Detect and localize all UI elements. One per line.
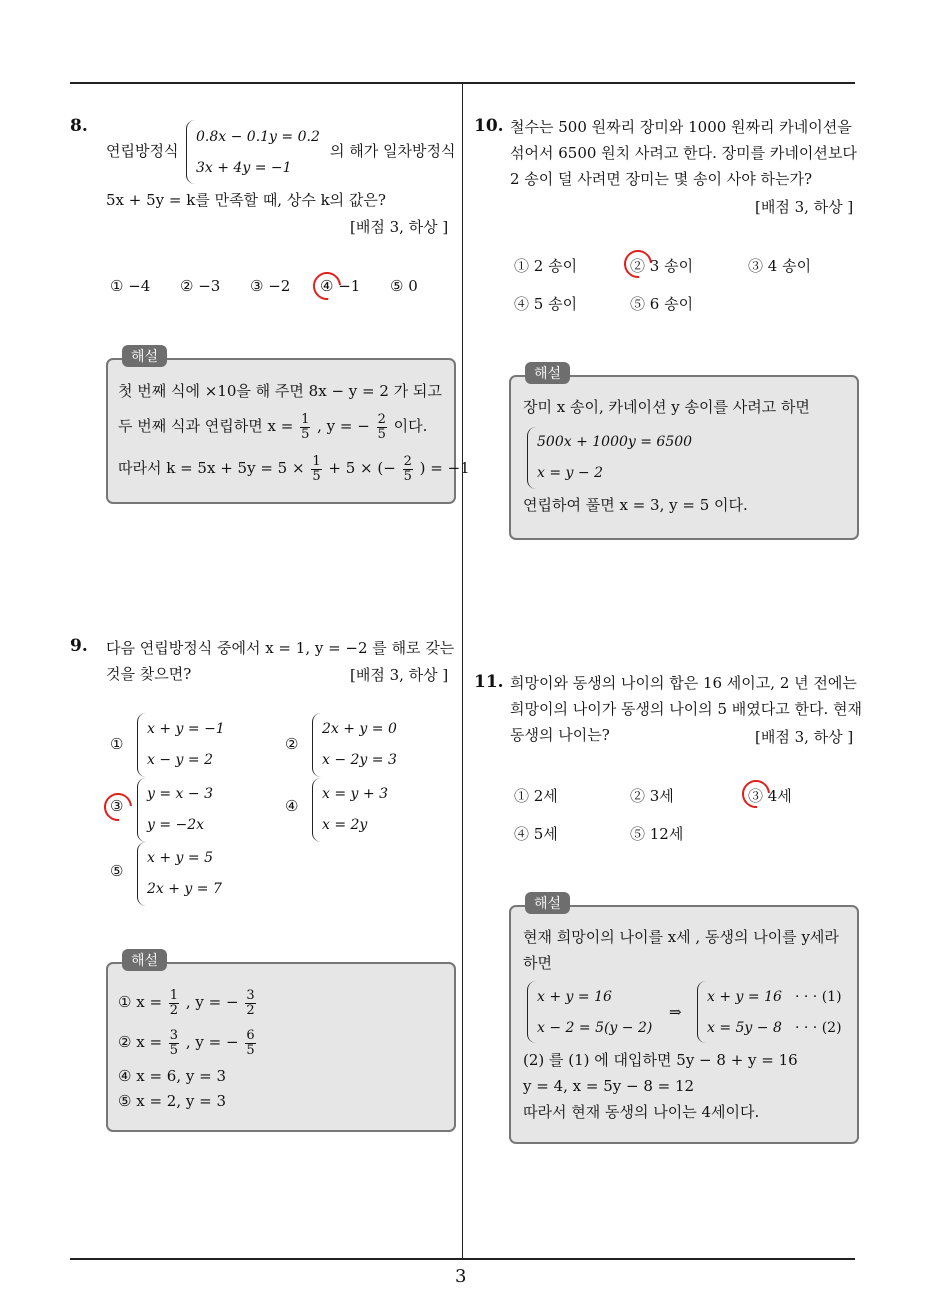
q9-sol-line2: ② x = $\frac{3}{5}$ , y = − $\frac{6}{5}$ (118, 1027, 255, 1058)
q9-c4-brace (312, 778, 321, 842)
q11-sol-tagB2: · · · (2) (795, 1020, 842, 1036)
q9-sol-frac-3: $\frac{3}{5}$ (169, 1027, 179, 1058)
q9-solution-tag: 해설 (122, 949, 167, 971)
q8-choice-5[interactable]: ⑤ 0 (390, 277, 418, 295)
q11-sol-brace-b (697, 981, 706, 1043)
q9-line1: 다음 연립방정식 중에서 x = 1, y = −2 를 해로 갖는 (106, 639, 455, 657)
q11-sol-line2: 하면 (523, 954, 552, 972)
q10-sol-line1: 장미 x 송이, 카네이션 y 송이를 사려고 하면 (523, 398, 810, 416)
q11-sol-line1: 현재 희망이의 나이를 x세 , 동생의 나이를 y세라 (523, 928, 839, 946)
q9-c2-eq1: 2x + y = 0 (322, 721, 397, 737)
q9-c3-brace (137, 778, 146, 842)
q10-sol-eq1: 500x + 1000y = 6500 (537, 434, 693, 450)
q8-sol-line2-c: 이다. (393, 417, 428, 435)
q11-sol-tagB1: · · · (1) (795, 989, 842, 1005)
q9-choice-5[interactable]: ⑤ (110, 862, 124, 880)
q8-sol-frac-2: $\frac{2}{5}$ (377, 411, 386, 442)
q9-sol-frac-1: $\frac{1}{2}$ (169, 987, 179, 1018)
q11-sol-eqB1: x + y = 16 (707, 989, 782, 1005)
q10-sol-brace (527, 427, 536, 489)
q8-sol-line2-b: , y = − (317, 417, 370, 435)
q10-line1: 철수는 500 원짜리 장미와 1000 원짜리 카네이션을 (510, 118, 852, 136)
q9-solution-box (106, 953, 456, 1132)
q10-choice-2[interactable]: ② 3 송이 (630, 257, 694, 275)
q8-number: 8. (70, 116, 88, 136)
q11-sol-eqB2: x = 5y − 8 (707, 1020, 782, 1036)
q11-choice-3[interactable]: ③ 4세 (748, 787, 792, 805)
page-number: 3 (455, 1266, 467, 1287)
q8-sol-line1: 첫 번째 식에 ×10을 해 주면 8x − y = 2 가 되고 (118, 382, 442, 400)
q11-choice-4[interactable]: ④ 5세 (514, 825, 558, 843)
q9-c4-eq1: x = y + 3 (322, 786, 388, 802)
q8-choice-4[interactable]: ④ −1 (320, 277, 361, 295)
q9-sol-frac-4: $\frac{6}{5}$ (246, 1027, 255, 1058)
q9-c2-brace (312, 713, 321, 777)
q11-number: 11. (474, 672, 504, 692)
q9-score: [배점 3, 하상 ] (350, 666, 449, 684)
q11-choice-5[interactable]: ⑤ 12세 (630, 825, 684, 843)
q10-number: 10. (474, 116, 504, 136)
q9-choice-2[interactable]: ② (285, 735, 299, 753)
q11-sol-line5: 따라서 현재 동생의 나이는 4세이다. (523, 1103, 760, 1121)
q8-sol-frac-4: $\frac{2}{5}$ (403, 453, 412, 484)
q11-sol-line3: (2) 를 (1) 에 대입하면 5y − 8 + y = 16 (523, 1051, 798, 1069)
q8-solution-tag: 해설 (122, 345, 167, 367)
q11-line3: 동생의 나이는? (510, 726, 610, 744)
q10-sol-eq2: x = y − 2 (537, 465, 603, 481)
q8-sol-line2 (118, 408, 427, 444)
q9-answer-mark (98, 787, 137, 826)
q9-c4-eq2: x = 2y (322, 817, 368, 833)
q8-sol-frac-3: $\frac{1}{5}$ (312, 453, 321, 484)
q10-sol-line2: 연립하여 풀면 x = 3, y = 5 이다. (523, 496, 748, 514)
q8-score: [배점 3, 하상 ] (350, 218, 449, 236)
q8-sol-line3-b: + 5 × (− (328, 459, 396, 477)
q11-choice-2[interactable]: ② 3세 (630, 787, 674, 805)
q11-sol-eqA1: x + y = 16 (537, 989, 612, 1005)
q9-choice-4[interactable]: ④ (285, 797, 299, 815)
q8-answer-mark (307, 266, 346, 305)
q10-line3: 2 송이 덜 사려면 장미는 몇 송이 사야 하는가? (510, 170, 813, 188)
q9-number: 9. (70, 636, 88, 656)
q10-choice-3[interactable]: ③ 4 송이 (748, 257, 812, 275)
q10-answer-mark (618, 244, 657, 283)
q10-score: [배점 3, 하상 ] (755, 198, 854, 216)
q9-c3-eq2: y = −2x (147, 817, 205, 833)
q8-eq1: 0.8x − 0.1y = 0.2 (196, 129, 320, 145)
bottom-rule (70, 1258, 855, 1260)
q8-solution-box (106, 349, 470, 504)
q11-sol-line4: y = 4, x = 5y − 8 = 12 (523, 1077, 695, 1095)
q8-sol-line2-a: 두 번째 식과 연립하면 x = (118, 417, 294, 435)
q9-c1-eq2: x − y = 2 (147, 752, 213, 768)
q9-choice-1[interactable]: ① (110, 735, 124, 753)
q8-choice-1[interactable]: ① −4 (110, 277, 151, 295)
q11-score: [배점 3, 하상 ] (755, 728, 854, 746)
q11-line1: 희망이와 동생의 나이의 합은 16 세이고, 2 년 전에는 (510, 674, 857, 692)
q10-choice-1[interactable]: ① 2 송이 (514, 257, 578, 275)
q9-c1-eq1: x + y = −1 (147, 721, 225, 737)
q8-sol-line3-c: ) = −1 (419, 459, 470, 477)
q11-sol-eqA2: x − 2 = 5(y − 2) (537, 1020, 653, 1036)
q11-line2: 희망이의 나이가 동생의 나이의 5 배였다고 한다. 현재 (510, 700, 862, 718)
q10-solution-tag: 해설 (525, 362, 570, 384)
q8-choice-2[interactable]: ② −3 (180, 277, 221, 295)
q9-choice-3[interactable]: ③ (110, 797, 124, 815)
q9-c5-eq1: x + y = 5 (147, 850, 213, 866)
q10-choice-5[interactable]: ⑤ 6 송이 (630, 295, 694, 313)
q8-sol-line3-a: 따라서 k = 5x + 5y = 5 × (118, 459, 305, 477)
q9-c1-brace (137, 713, 146, 777)
q8-sol-line3 (118, 450, 470, 486)
q11-solution-tag: 해설 (525, 892, 570, 914)
q11-sol-brace-a (527, 981, 536, 1043)
q10-choice-4[interactable]: ④ 5 송이 (514, 295, 578, 313)
q8-sol-frac-1: $\frac{1}{5}$ (301, 411, 310, 442)
q8-choice-3[interactable]: ③ −2 (250, 277, 291, 295)
q8-brace (186, 120, 195, 184)
q11-answer-mark (736, 774, 775, 813)
q8-line2: 5x + 5y = k를 만족할 때, 상수 k의 값은? (106, 191, 386, 209)
q9-sol-line1: ① x = $\frac{1}{2}$ , y = − $\frac{3}{2}$ (118, 987, 255, 1018)
q11-solution-box (509, 896, 859, 1144)
q10-solution-box (509, 366, 859, 540)
q9-c3-eq1: y = x − 3 (147, 786, 213, 802)
q9-sol-line4: ④ x = 6, y = 3 (118, 1067, 226, 1085)
q9-c5-brace (137, 842, 146, 906)
q9-line2: 것을 찾으면? (106, 665, 192, 683)
q9-c5-eq2: 2x + y = 7 (147, 881, 222, 897)
q9-sol-frac-2: $\frac{3}{2}$ (246, 987, 255, 1018)
q8-tail: 의 해가 일차방정식 (330, 142, 456, 160)
q8-lead: 연립방정식 (106, 142, 179, 160)
q11-choice-1[interactable]: ① 2세 (514, 787, 558, 805)
q9-sol-line5: ⑤ x = 2, y = 3 (118, 1092, 226, 1110)
q10-line2: 섞어서 6500 원치 사려고 한다. 장미를 카네이션보다 (510, 144, 857, 162)
q8-eq2: 3x + 4y = −1 (196, 160, 292, 176)
q11-sol-arrow: ⇒ (669, 1003, 682, 1021)
center-divider (462, 83, 463, 1259)
q9-c2-eq2: x − 2y = 3 (322, 752, 397, 768)
